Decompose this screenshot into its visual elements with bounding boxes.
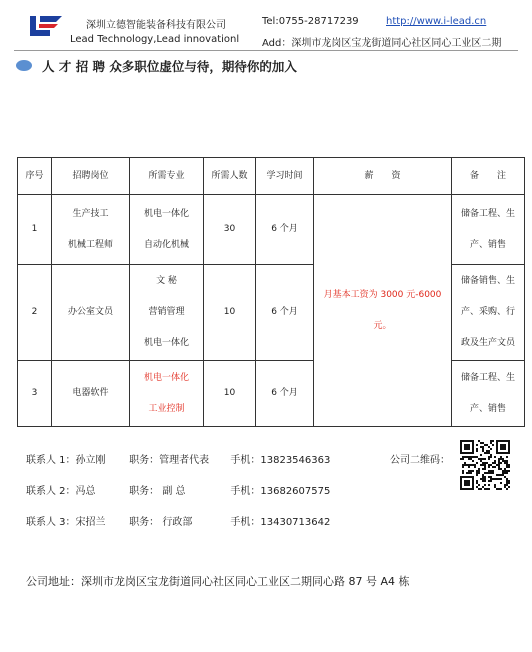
notes-line: 产、采购、行 xyxy=(460,307,515,317)
col-header-salary: 薪 资 xyxy=(314,158,452,195)
row-study: 6 个月 xyxy=(256,361,314,427)
row-notes xyxy=(452,265,525,361)
company-address: 公司地址：深圳市龙岗区宝龙街道同心社区同心工业区二期同心路 87 号 A4 栋 xyxy=(26,575,410,588)
col-header-count: 所需人数 xyxy=(204,158,256,195)
company-logo xyxy=(28,12,64,38)
contact-row xyxy=(26,451,330,466)
salary-line: 月基本工资为 3000 元-6000 xyxy=(323,289,442,300)
header-tel: Tel:0755-28717239 xyxy=(262,16,359,27)
header-divider xyxy=(14,50,518,51)
position-line: 办公室文员 xyxy=(67,307,113,317)
recruitment-table xyxy=(17,157,525,427)
col-header-no: 序号 xyxy=(18,158,52,195)
row-position xyxy=(52,195,130,265)
major-line: 营销管理 xyxy=(148,307,185,317)
contact-row xyxy=(26,482,330,497)
notes-line: 储备工程、生 xyxy=(460,208,515,219)
row-count: 10 xyxy=(204,265,256,361)
notes-line: 政及生产文员 xyxy=(460,338,515,348)
position-line: 机械工程师 xyxy=(67,239,113,250)
row-notes xyxy=(452,361,525,427)
contact-phone: 手机：13823546363 xyxy=(230,455,331,466)
major-line: 文 秘 xyxy=(156,276,177,286)
notes-line: 产、销售 xyxy=(469,239,506,250)
salary-cell xyxy=(314,195,452,427)
row-position xyxy=(52,265,130,361)
contact-person: 联系人 3：宋招兰 xyxy=(26,517,106,528)
row-count: 30 xyxy=(204,195,256,265)
col-header-position: 招聘岗位 xyxy=(52,158,130,195)
contact-person: 联系人 1：孙立刚 xyxy=(26,455,106,466)
contact-phone: 手机：13430713642 xyxy=(230,517,331,528)
position-line: 生产技工 xyxy=(72,208,109,219)
row-study: 6 个月 xyxy=(256,195,314,265)
bullet-icon xyxy=(16,60,32,71)
salary-line: 元。 xyxy=(373,320,392,331)
table-row xyxy=(18,195,525,265)
major-line: 机电一体化 xyxy=(143,372,189,383)
row-major xyxy=(130,361,204,427)
contact-row xyxy=(26,513,330,528)
company-slogan-en: Lead Technology,Lead innovationl xyxy=(70,34,240,45)
major-line: 自动化机械 xyxy=(143,239,189,250)
row-study: 6 个月 xyxy=(256,265,314,361)
major-line: 机电一体化 xyxy=(143,208,189,219)
col-header-notes: 备 注 xyxy=(452,158,525,195)
col-header-major: 所需专业 xyxy=(130,158,204,195)
notes-line: 产、销售 xyxy=(469,403,506,414)
row-notes xyxy=(452,195,525,265)
notes-line: 储备工程、生 xyxy=(460,372,515,383)
header-address: Add：深圳市龙岗区宝龙街道同心社区同心工业区二期 xyxy=(262,38,502,49)
row-position xyxy=(52,361,130,427)
col-header-study: 学习时间 xyxy=(256,158,314,195)
contact-role: 职务： 副 总 xyxy=(129,486,186,497)
row-no: 1 xyxy=(18,195,52,265)
website-link[interactable]: http://www.i-lead.cn xyxy=(386,16,487,27)
row-no: 3 xyxy=(18,361,52,427)
company-name-cn: 深圳立德智能装备科技有限公司 xyxy=(86,20,226,31)
row-major xyxy=(130,195,204,265)
recruitment-banner: 人 才 招 聘 众多职位虚位与待，期待你的加入 xyxy=(42,59,297,74)
major-line: 工业控制 xyxy=(148,403,185,414)
contact-role: 职务： 行政部 xyxy=(129,517,193,528)
major-line: 机电一体化 xyxy=(143,338,189,348)
row-count: 10 xyxy=(204,361,256,427)
contact-role: 职务：管理者代表 xyxy=(129,455,210,466)
position-line: 电器软件 xyxy=(72,388,109,398)
notes-line: 储备销售、生 xyxy=(460,276,515,286)
contact-phone: 手机：13682607575 xyxy=(230,486,331,497)
contact-person: 联系人 2：冯总 xyxy=(26,486,96,497)
row-major xyxy=(130,265,204,361)
table-header-row xyxy=(18,158,525,195)
row-no: 2 xyxy=(18,265,52,361)
qr-label: 公司二维码： xyxy=(390,455,450,466)
qr-code xyxy=(460,440,510,490)
